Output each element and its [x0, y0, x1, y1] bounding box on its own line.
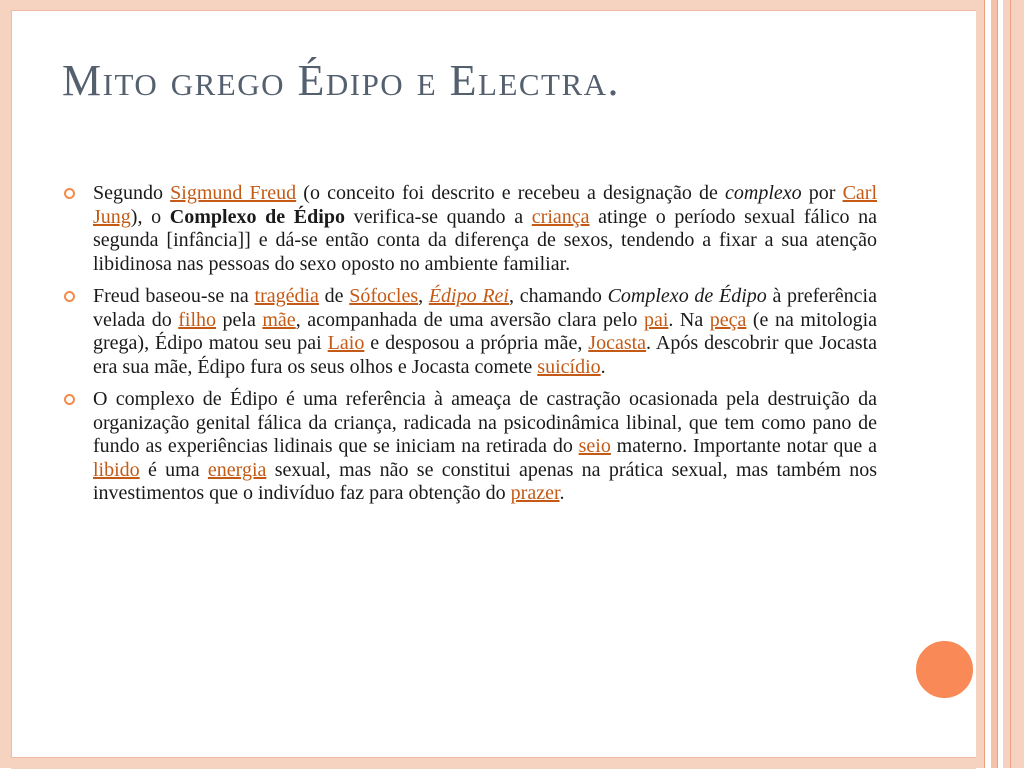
link-jocasta[interactable]: Jocasta	[588, 332, 647, 354]
frame-bottom-border	[11, 757, 976, 769]
link-libido[interactable]: libido	[93, 458, 140, 481]
link-peca[interactable]: peça	[709, 308, 747, 331]
text-segment: ), o	[130, 205, 170, 228]
text-segment: . Após descobrir que Jocasta era sua mãe, Édipo fura os seus olhos e Jocasta comete	[93, 332, 878, 378]
text-segment: .	[559, 482, 565, 504]
text-segment: pela	[216, 308, 263, 331]
stripe	[1003, 0, 1010, 768]
link-seio[interactable]: seio	[578, 435, 611, 457]
link-carl-jung[interactable]: Carl Jung	[93, 182, 878, 228]
text-segment: Segundo	[93, 182, 171, 204]
bullet-text	[93, 285, 877, 378]
bullet-item-sofocles	[64, 285, 877, 379]
text-segment: (e na mitologia grega), Édipo matou seu pai	[93, 308, 878, 354]
text-segment: por	[801, 182, 843, 204]
link-crianca[interactable]: criança	[531, 205, 590, 228]
link-mae[interactable]: mãe	[262, 308, 296, 331]
link-sigmund-freud[interactable]: Sigmund Freud	[170, 182, 297, 204]
bullet-icon	[64, 188, 75, 199]
text-segment: ,	[418, 285, 429, 307]
text-segment: (o conceito foi descrito e recebeu a designação de	[296, 182, 726, 204]
bullet-icon	[64, 291, 75, 302]
text-segment: sexual, mas não se constitui apenas na prática sexual, mas também nos investimentos que o indivíduo faz para obtenção do	[93, 458, 878, 504]
decorative-circle	[914, 639, 975, 700]
link-prazer[interactable]: prazer	[510, 482, 560, 504]
bullet-list	[64, 182, 877, 515]
slide-title: Mito grego Édipo e Electra.	[62, 56, 621, 105]
link-edipo-rei[interactable]: Édipo Rei	[428, 285, 509, 307]
bullet-item-castracao	[64, 388, 877, 506]
text-segment: atinge o período sexual fálico na segunda [infância]] e dá-se então conta da diferença de sexos, tendendo a fixar a sua atenção libidinosa nas pessoas do sexo oposto no ambiente familiar.	[93, 205, 877, 275]
text-segment: à preferência velada do	[93, 285, 877, 331]
text-segment: é uma	[139, 458, 208, 481]
link-suicidio[interactable]: suicídio	[537, 355, 601, 378]
text-segment: , chamando	[508, 285, 608, 307]
stripe	[976, 0, 984, 768]
text-segment: e desposou a própria mãe,	[364, 332, 589, 354]
link-filho[interactable]: filho	[178, 308, 217, 331]
text-segment: Freud baseou-se na	[93, 285, 255, 307]
bullet-icon	[64, 394, 75, 405]
text-segment: O complexo de Édipo é uma referência à ameaça de castração ocasionada pela destruição da organização genital fálica da criança, radicada na psicodinâmica libinal, que tem como pano de fundo as experiências lidinais que se iniciam na retirada do	[93, 388, 877, 457]
text-segment: verifica-se quando a	[344, 205, 532, 228]
bullet-text	[93, 388, 877, 504]
text-segment: , acompanhada de uma aversão clara pelo	[295, 308, 644, 331]
frame-left-border	[0, 0, 12, 768]
link-laio[interactable]: Laio	[327, 332, 365, 354]
text-segment: materno. Importante notar que a	[610, 435, 877, 457]
text-segment-italic: Complexo de Édipo	[607, 285, 767, 307]
stripe	[1011, 0, 1024, 768]
text-segment-bold: Complexo de Édipo	[169, 205, 345, 228]
bullet-item-freud	[64, 182, 877, 276]
link-tragedia[interactable]: tragédia	[254, 285, 319, 307]
text-segment-italic: complexo	[725, 182, 802, 204]
link-energia[interactable]: energia	[207, 458, 267, 481]
link-pai[interactable]: pai	[643, 308, 669, 331]
frame-top-border	[11, 0, 976, 11]
bullet-text	[93, 182, 877, 275]
text-segment: . Na	[668, 308, 710, 331]
text-segment: de	[318, 285, 350, 307]
text-segment: .	[600, 355, 606, 378]
link-sofocles[interactable]: Sófocles	[349, 285, 419, 307]
